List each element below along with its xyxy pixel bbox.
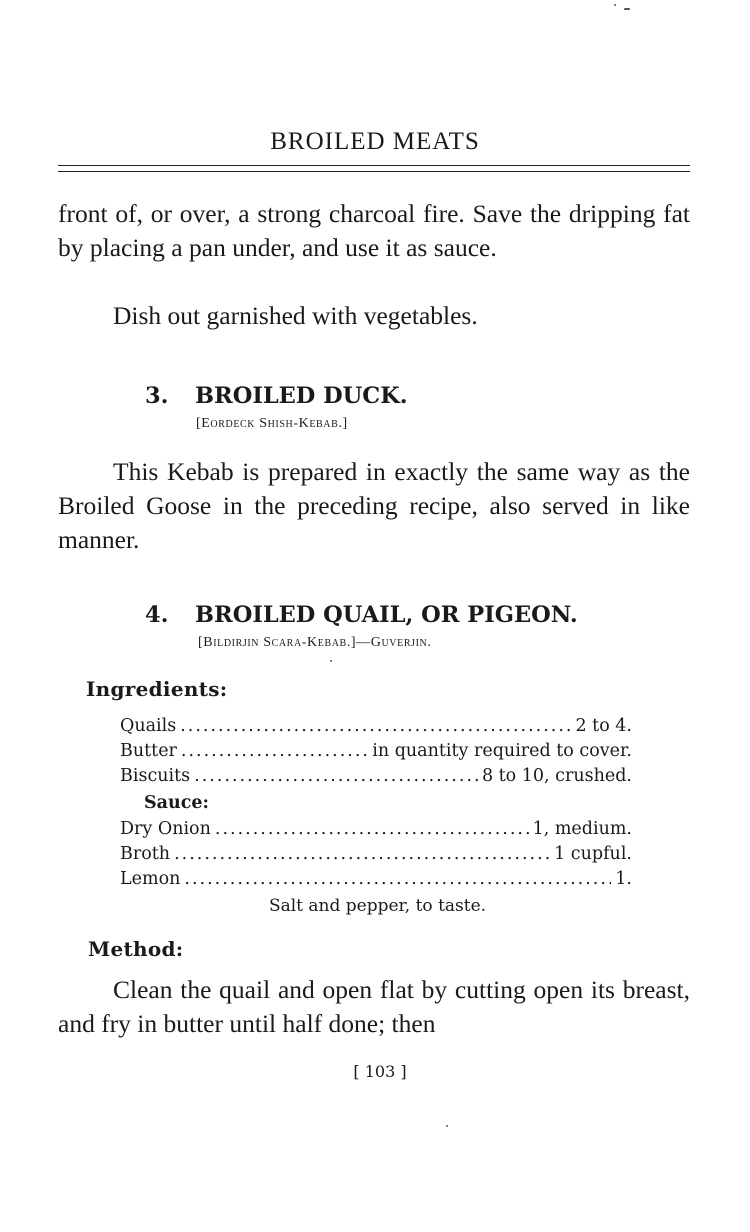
print-speck — [624, 8, 630, 10]
ingredient-row — [120, 766, 632, 790]
ingredient-row — [120, 716, 632, 740]
ingredient-qty: 8 to 10, crushed. — [481, 766, 632, 786]
ingredient-name: Lemon — [120, 869, 181, 889]
intro-line: Dish out garnished with vegetables. — [113, 301, 478, 330]
print-speck — [446, 1125, 448, 1127]
ingredient-qty: 1. — [615, 869, 632, 889]
header-rule — [58, 171, 690, 172]
ingredient-qty: 1 cupful. — [554, 844, 632, 864]
leader-dots — [180, 716, 571, 736]
page-number: [ 103 ] — [353, 1062, 407, 1081]
running-head: BROILED MEATS — [270, 128, 480, 155]
recipe-heading-3 — [145, 383, 408, 409]
ingredient-name: Butter — [120, 741, 177, 761]
sauce-label: Sauce: — [144, 793, 209, 813]
ingredient-qty: 2 to 4. — [575, 716, 632, 736]
leader-dots — [184, 869, 611, 889]
ingredient-qty: in quantity required to cover. — [372, 741, 632, 761]
recipe-number: 3. — [145, 383, 169, 409]
recipe-subtitle: [Eordeck Shish-Kebab.] — [196, 416, 348, 431]
leader-dots — [174, 844, 550, 864]
recipe-title: BROILED QUAIL, OR PIGEON. — [195, 602, 578, 628]
intro-paragraph: front of, or over, a strong charcoal fire. Save the dripping fat by placing a pan under, and use it as sauce. — [58, 199, 690, 262]
method-label: Method: — [88, 937, 184, 961]
leader-dots — [181, 741, 368, 761]
ingredient-row — [120, 741, 632, 765]
recipe-number: 4. — [145, 602, 169, 628]
ingredient-name: Dry Onion — [120, 819, 211, 839]
print-speck — [330, 660, 332, 662]
seasoning-note: Salt and pepper, to taste. — [268, 896, 487, 916]
ingredient-row — [120, 819, 632, 843]
method-text: Clean the quail and open flat by cutting open its breast, and fry in butter until half done; then — [58, 975, 690, 1038]
leader-dots — [215, 819, 529, 839]
ingredient-name: Biscuits — [120, 766, 191, 786]
recipe-title: BROILED DUCK. — [195, 383, 408, 409]
leader-dots — [194, 766, 478, 786]
recipe-heading-4 — [145, 602, 578, 628]
ingredients-label: Ingredients: — [86, 677, 228, 701]
recipe-body: This Kebab is prepared in exactly the same way as the Broiled Goose in the preceding recipe, also served in like manner. — [58, 457, 690, 554]
ingredient-row — [120, 869, 632, 893]
print-speck — [614, 4, 616, 6]
recipe-subtitle: [Bildirjin Scara-Kebab.]—Guverjin. — [198, 635, 432, 650]
ingredient-row — [120, 844, 632, 868]
ingredient-name: Quails — [120, 716, 177, 736]
ingredient-qty: 1, medium. — [532, 819, 632, 839]
ingredient-name: Broth — [120, 844, 171, 864]
header-rule — [58, 165, 690, 166]
